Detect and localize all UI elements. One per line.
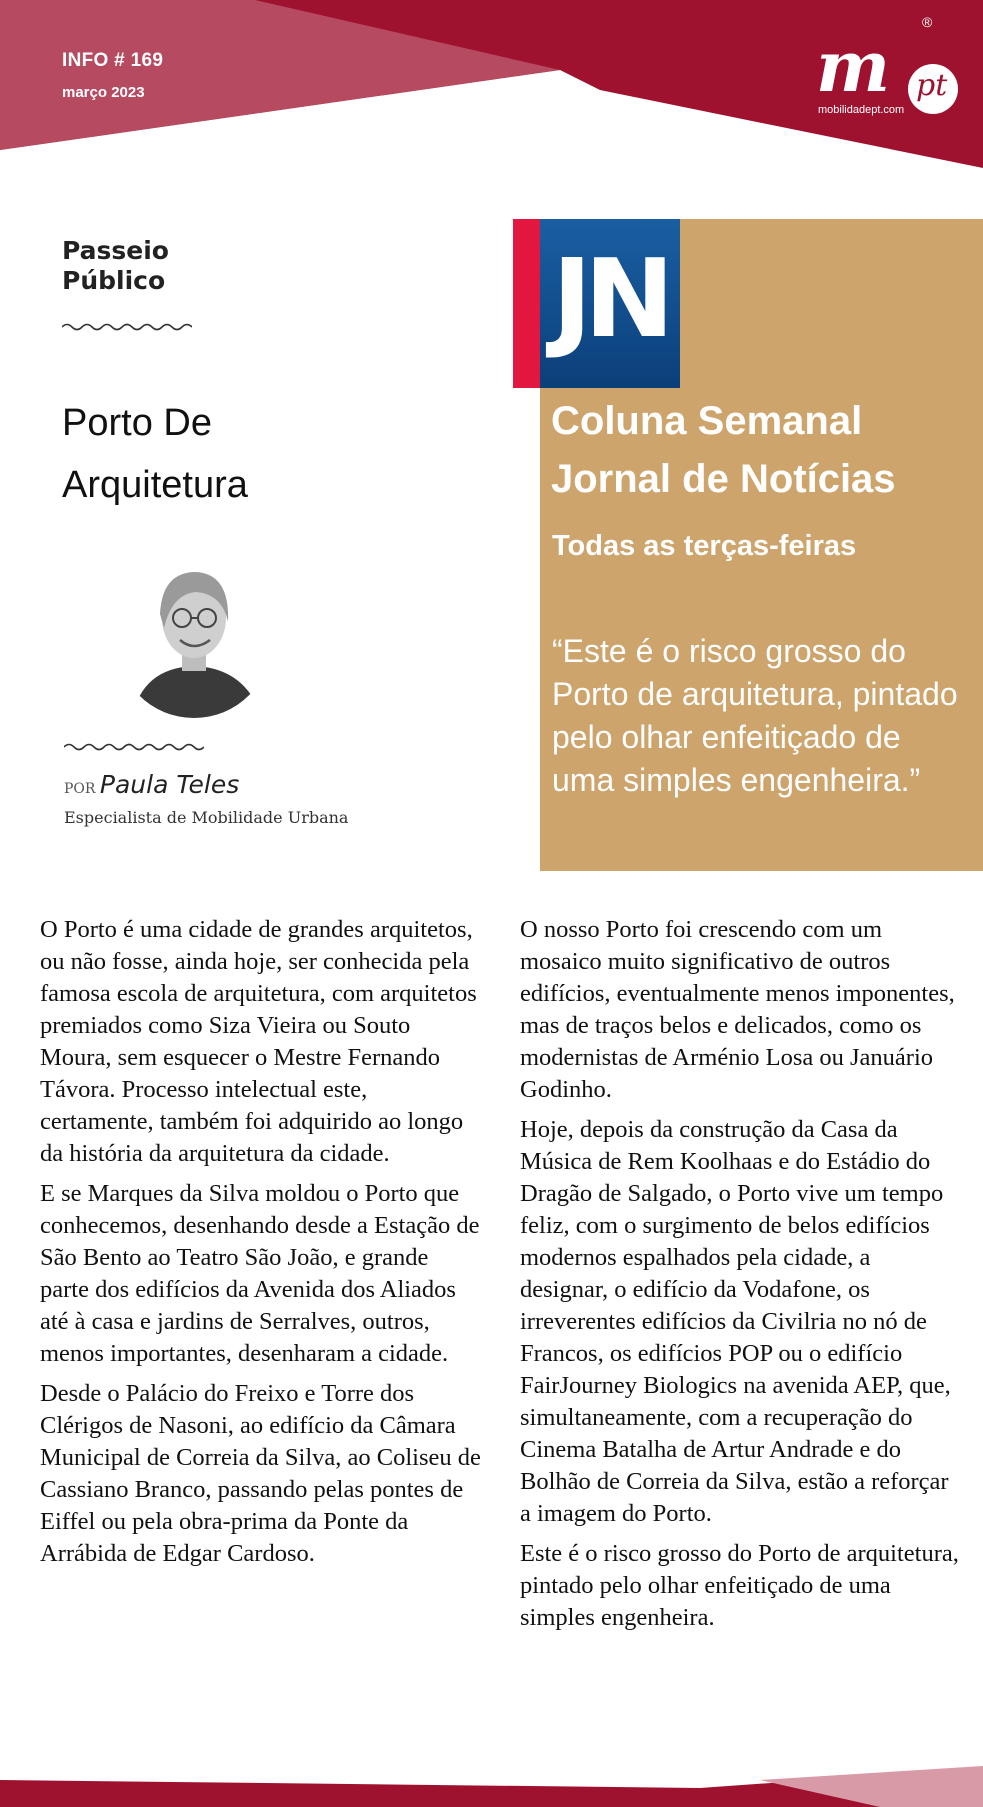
pull-quote: “Este é o risco grosso do Porto de arquitetura, pintado pelo olhar enfeitiçado de uma simples engenheira.”	[552, 633, 958, 798]
author-byline	[64, 770, 239, 799]
section-title	[62, 236, 169, 296]
issue-date: março 2023	[62, 84, 145, 101]
jn-logo-red-bar	[513, 219, 540, 388]
column-title-line1: Coluna Semanal	[551, 399, 863, 443]
paragraph: Este é o risco grosso do Porto de arquitetura, pintado pelo olhar enfeitiçado de uma simples engenheira.	[520, 1540, 959, 1631]
author-name: Paula Teles	[99, 770, 240, 799]
sidebar-background-top	[680, 219, 983, 388]
column-title	[551, 392, 971, 508]
body-column-left	[40, 914, 482, 1578]
paragraph: E se Marques da Silva moldou o Porto que conhecemos, desenhando desde a Estação de São Bento ao Teatro São João, e grande parte dos edifícios da Avenida dos Aliados até à casa e jardins de Serralves, outros, menos importantes, desenharam a cidade.	[40, 1180, 480, 1367]
logo-letter: m	[816, 25, 891, 108]
paragraph: Hoje, depois da construção da Casa da Música de Rem Koolhaas e do Estádio do Dragão de Salgado, o Porto vive um tempo feliz, com o surgimento de belos edifícios modernos espalhados pela cidade, a designar, o edifício da Vodafone, os irreverentes edifícios da Civilria no nó de Francos, os edifícios POP ou o edifício FairJourney Biologics na avenida AEP, que, simultaneamente, com a recuperação do Cinema Batalha de Artur Andrade e do Bolhão de Correia da Silva, estão a reforçar a imagem do Porto.	[520, 1116, 951, 1527]
logo-suffix: pt	[916, 68, 948, 103]
article-title	[62, 392, 248, 516]
section-title-line2: Público	[62, 266, 166, 295]
footer-banner	[0, 1760, 983, 1807]
issue-number: INFO # 169	[62, 50, 164, 71]
wavy-divider-bottom	[64, 740, 204, 754]
wavy-divider-top	[62, 320, 192, 334]
byline-prefix: POR	[64, 781, 96, 797]
section-title-line1: Passeio	[62, 236, 169, 265]
article-title-line2: Arquitetura	[62, 464, 248, 506]
paragraph: O Porto é uma cidade de grandes arquitetos, ou não fosse, ainda hoje, ser conhecida pela famosa escola de arquitetura, com arquitetos premiados como Siza Vieira ou Souto Moura, sem esquecer o Mestre Fernando Távora. Processo intelectual este, certamente, também foi adquirido ao longo da história da arquitetura da cidade.	[40, 916, 477, 1167]
logo-url: mobilidadept.com	[818, 104, 905, 116]
paragraph: Desde o Palácio do Freixo e Torre dos Clérigos de Nasoni, ao edifício da Câmara Municipal de Correia da Silva, ao Coliseu de Cassiano Branco, passando pelas pontes de Eiffel ou pela obra-prima da Ponte da Arrábida de Edgar Cardoso.	[40, 1380, 481, 1567]
jn-logo-text: JN	[552, 237, 667, 362]
paragraph: O nosso Porto foi crescendo com um mosaico muito significativo de outros edifícios, eventualmente menos imponentes, mas de traços belos e delicados, como os modernistas de Arménio Losa ou Januário Godinho.	[520, 916, 955, 1103]
author-photo	[112, 548, 272, 718]
column-title-line2: Jornal de Notícias	[551, 457, 896, 501]
article-title-line1: Porto De	[62, 402, 212, 444]
column-schedule: Todas as terças-feiras	[552, 530, 857, 562]
body-column-right	[520, 914, 962, 1642]
registered-mark: ®	[922, 14, 933, 30]
author-role: Especialista de Mobilidade Urbana	[64, 808, 349, 827]
mobilidade-logo[interactable]	[810, 14, 970, 119]
